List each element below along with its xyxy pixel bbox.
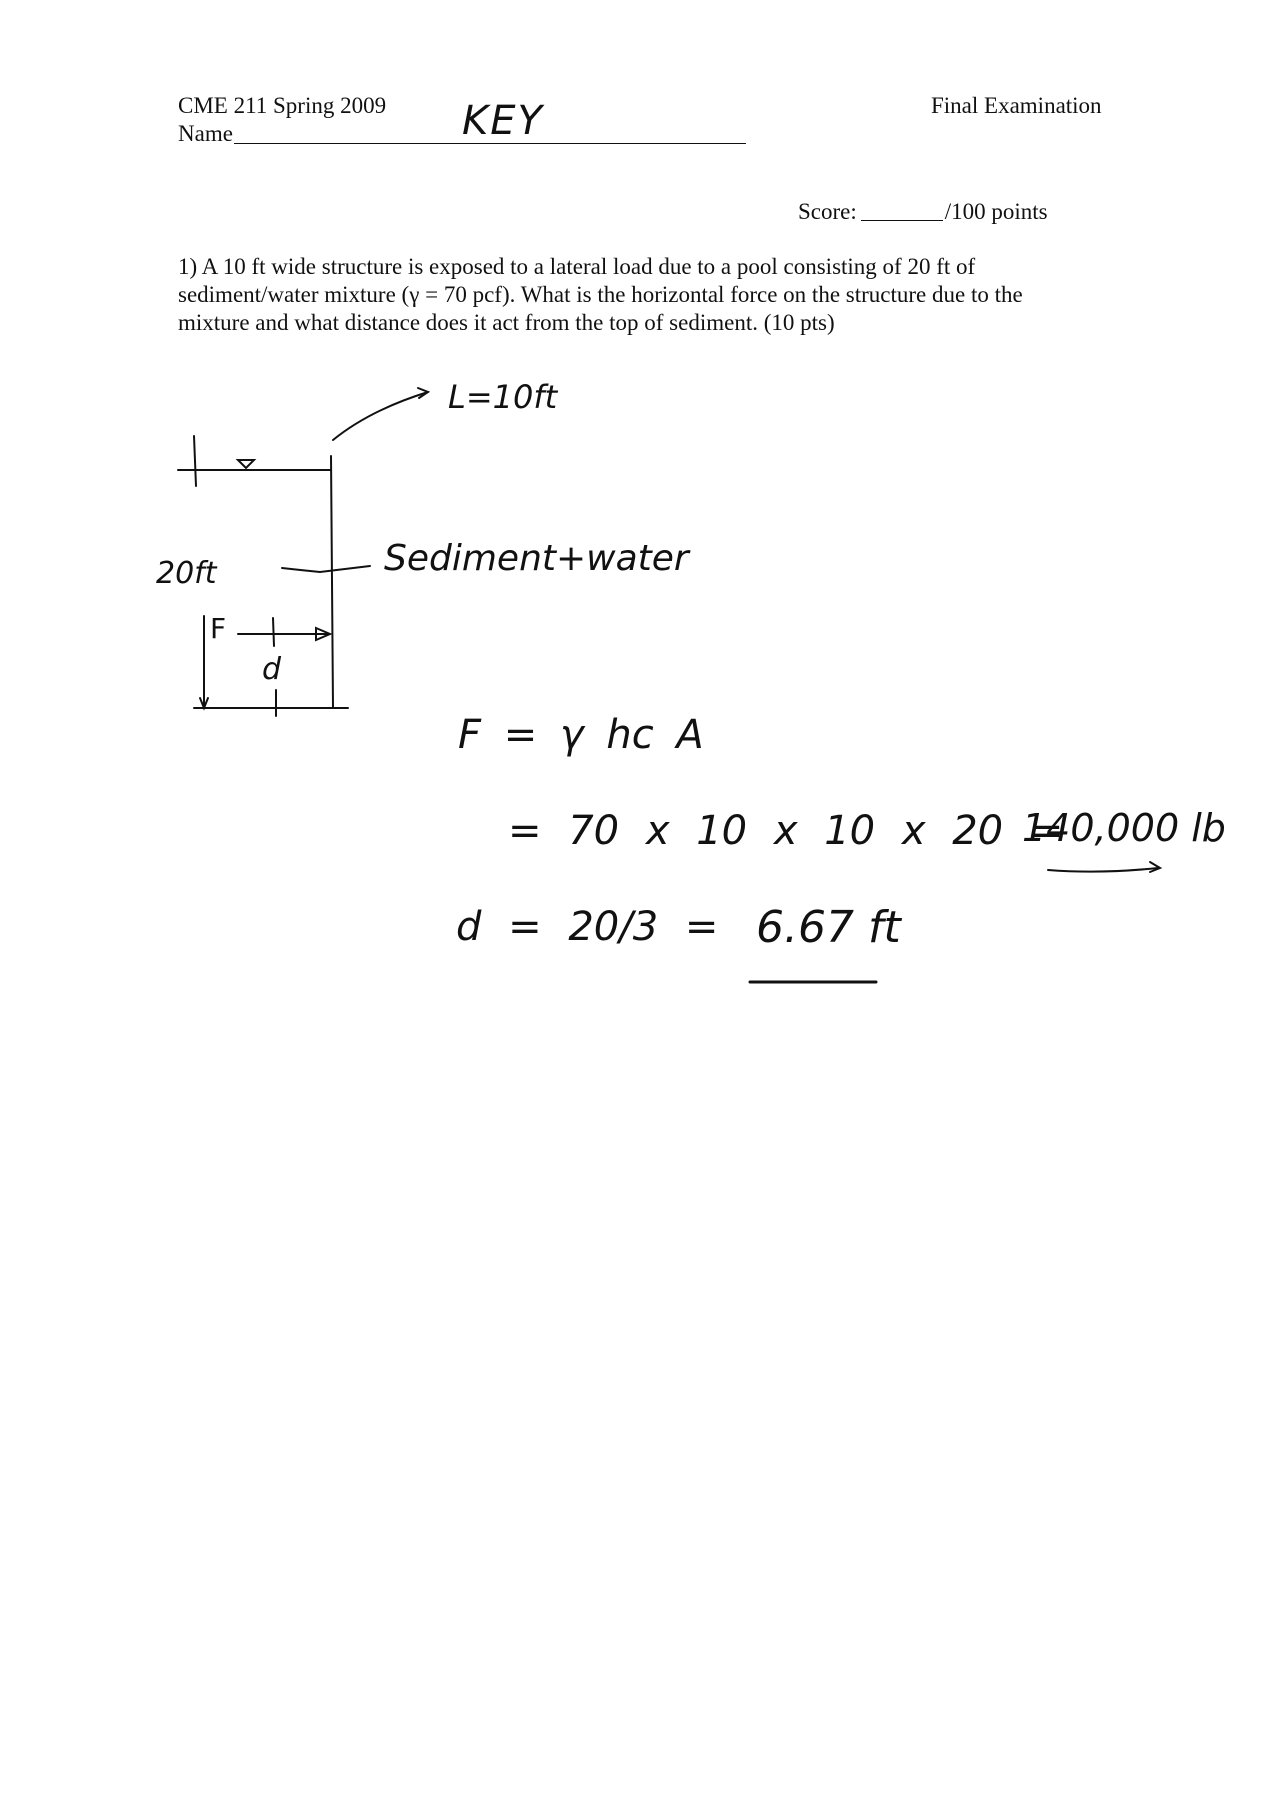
water-surface-symbol bbox=[238, 460, 254, 468]
width-leader-line bbox=[333, 392, 428, 440]
width-label: L=10ft bbox=[448, 378, 558, 416]
exam-title: Final Examination bbox=[931, 93, 1102, 118]
force-label: F bbox=[210, 612, 227, 645]
depth-dimension-tick bbox=[194, 436, 196, 486]
question-line: mixture and what distance does it act from the top of sediment. (10 pts) bbox=[178, 310, 835, 335]
force-result-underline-arrow bbox=[1150, 862, 1160, 872]
force-formula: F = γ hc A bbox=[458, 712, 704, 758]
distance-label: d bbox=[262, 652, 282, 687]
question-line: sediment/water mixture (γ = 70 pcf). What is the horizontal force on the structure due to the bbox=[178, 282, 1023, 307]
depth-label: 20ft bbox=[156, 556, 217, 591]
force-result: 140,000 lb bbox=[1022, 806, 1226, 850]
key-handwritten: KEY bbox=[462, 98, 544, 144]
question-line: 1) A 10 ft wide structure is exposed to a lateral load due to a pool consisting of 20 ft of bbox=[178, 254, 976, 279]
score-label: Score: bbox=[798, 199, 857, 224]
score-total: /100 points bbox=[944, 199, 1048, 224]
distance-result: 6.67 ft bbox=[756, 902, 901, 953]
course-title: CME 211 Spring 2009 bbox=[178, 93, 387, 118]
distance-expression: d = 20/3 = bbox=[456, 904, 719, 950]
force-calculation: = 70 x 10 x 10 x 20 = bbox=[508, 808, 1064, 854]
wall-line bbox=[331, 456, 333, 708]
material-label: Sediment+water bbox=[384, 538, 689, 579]
force-tick bbox=[273, 618, 274, 646]
material-pointer bbox=[282, 566, 370, 572]
name-label: Name bbox=[178, 121, 233, 146]
force-result-underline bbox=[1048, 868, 1158, 872]
